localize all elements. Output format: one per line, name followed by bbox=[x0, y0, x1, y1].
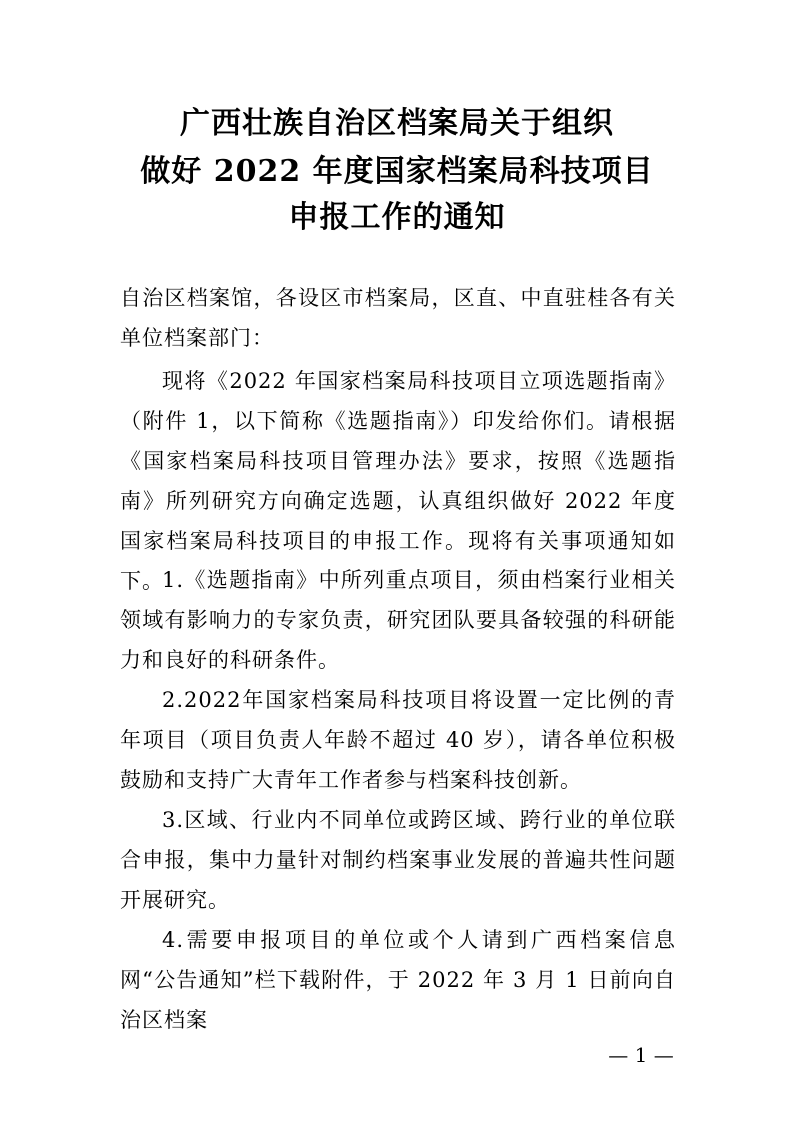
document-title-line-2: 做好 2022 年度国家档案局科技项目 bbox=[140, 154, 654, 189]
paragraph-item-4: 4.需要申报项目的单位或个人请到广西档案信息网“公告通知”栏下载附件，于 2022 年 3 月 1 日前向自治区档案 bbox=[120, 928, 676, 1032]
paragraph-intro: 现将《2022 年国家档案局科技项目立项选题指南》（附件 1，以下简称《选题指南》）印发给你们。请根据《国家档案局科技项目管理办法》要求，按照《选题指南》所列研究方向确定选题，认真组织做好 2022 年度国家档案局科技项目的申报工作。现将有关事项通知如下。 bbox=[120, 369, 676, 593]
salutation: 自治区档案馆，各设区市档案局，区直、中直驻桂各有关单位档案部门： bbox=[120, 286, 676, 350]
paragraph-item-3: 3.区域、行业内不同单位或跨区域、跨行业的单位联合申报，集中力量针对制约档案事业发展的普遍共性问题开展研究。 bbox=[120, 808, 676, 912]
document-title-line-1: 广西壮族自治区档案局关于组织 bbox=[180, 106, 614, 141]
document-title-line-3: 申报工作的通知 bbox=[288, 200, 506, 235]
page-number: — 1 — bbox=[608, 1043, 674, 1067]
paragraph-item-2: 2.2022年国家档案局科技项目将设置一定比例的青年项目（项目负责人年龄不超过 40 岁），请各单位积极鼓励和支持广大青年工作者参与档案科技创新。 bbox=[120, 688, 676, 792]
paragraph-item-1: 1.《选题指南》中所列重点项目，须由档案行业相关领域有影响力的专家负责，研究团队要具备较强的科研能力和良好的科研条件。 bbox=[120, 568, 676, 672]
